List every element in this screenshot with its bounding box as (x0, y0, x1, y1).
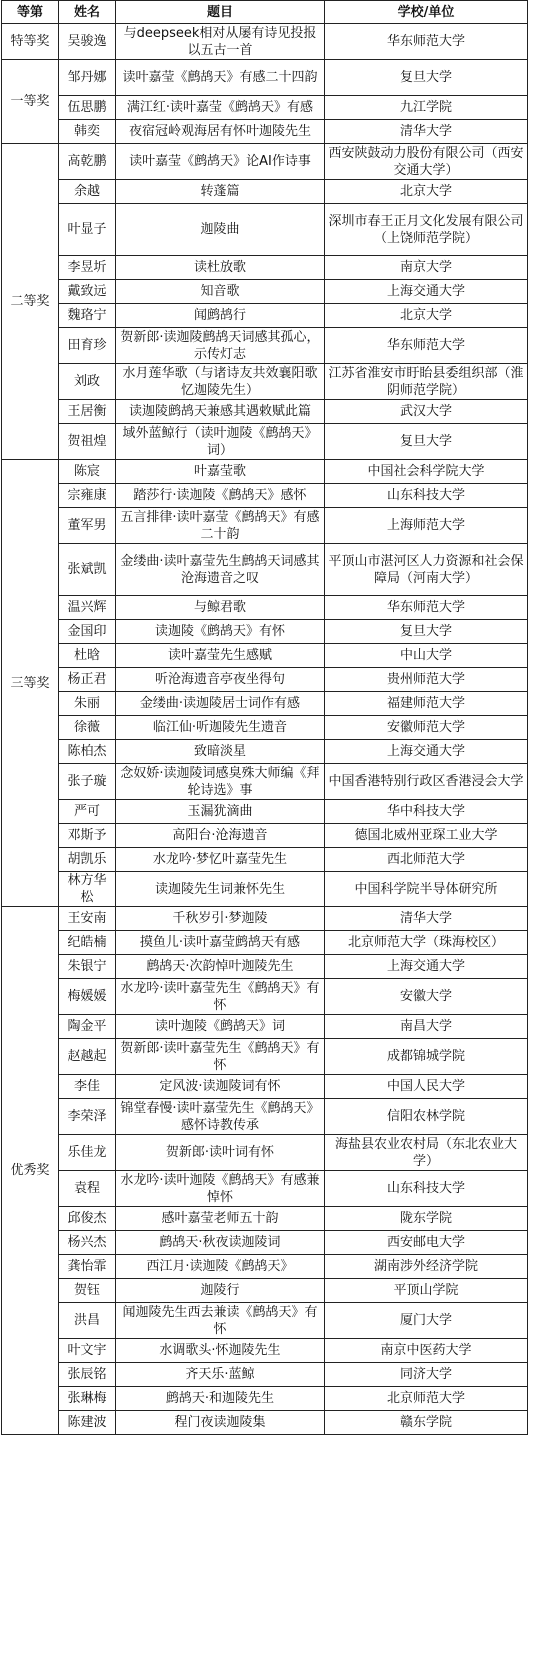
name-cell: 胡凯乐 (59, 848, 116, 872)
table-row (2, 256, 528, 280)
name-cell: 陶金平 (59, 1015, 116, 1039)
title-cell: 鹧鸪天·次韵悼叶迦陵先生 (116, 955, 325, 979)
title-cell: 读迦陵《鹧鸪天》有怀 (116, 620, 325, 644)
table-row (2, 824, 528, 848)
table-row (2, 1171, 528, 1207)
table-row (2, 304, 528, 328)
name-cell: 魏珞宁 (59, 304, 116, 328)
title-cell: 摸鱼儿·读叶嘉莹鹧鸪天有感 (116, 931, 325, 955)
table-row (2, 60, 528, 96)
name-cell: 李昱圻 (59, 256, 116, 280)
title-cell: 读叶迦陵《鹧鸪天》词 (116, 1015, 325, 1039)
name-cell: 杜晗 (59, 644, 116, 668)
title-cell: 玉漏犹滴曲 (116, 800, 325, 824)
title-cell: 鹧鸪天·秋夜读迦陵词 (116, 1231, 325, 1255)
table-row (2, 1015, 528, 1039)
org-cell: 华东师范大学 (325, 596, 528, 620)
org-cell: 华东师范大学 (325, 328, 528, 364)
table-row (2, 484, 528, 508)
table-row (2, 204, 528, 256)
name-cell: 李荣泽 (59, 1099, 116, 1135)
name-cell: 余越 (59, 180, 116, 204)
title-cell: 贺新郎·读叶词有怀 (116, 1135, 325, 1171)
org-cell: 深圳市春王正月文化发展有限公司（上饶师范学院） (325, 204, 528, 256)
name-cell: 张辰铭 (59, 1363, 116, 1387)
title-cell: 闻迦陵先生西去兼读《鹧鸪天》有怀 (116, 1303, 325, 1339)
title-cell: 千秋岁引·梦迦陵 (116, 907, 325, 931)
name-cell: 袁程 (59, 1171, 116, 1207)
title-cell: 贺新郎·读叶嘉莹先生《鹧鸪天》有怀 (116, 1039, 325, 1075)
table-row (2, 460, 528, 484)
title-cell: 金缕曲·读迦陵居士词作有感 (116, 692, 325, 716)
title-cell: 临江仙·听迦陵先生遗音 (116, 716, 325, 740)
org-cell: 平顶山学院 (325, 1279, 528, 1303)
table-row (2, 907, 528, 931)
table-row (2, 1255, 528, 1279)
org-cell: 北京大学 (325, 180, 528, 204)
org-cell: 南京中医药大学 (325, 1339, 528, 1363)
org-cell: 中国香港特别行政区香港浸会大学 (325, 764, 528, 800)
header-title: 题目 (116, 1, 325, 24)
table-row (2, 144, 528, 180)
name-cell: 邹丹娜 (59, 60, 116, 96)
org-cell: 西北师范大学 (325, 848, 528, 872)
name-cell: 朱银宁 (59, 955, 116, 979)
title-cell: 与鲸君歌 (116, 596, 325, 620)
title-cell: 定风波·读迦陵词有怀 (116, 1075, 325, 1099)
org-cell: 南昌大学 (325, 1015, 528, 1039)
title-cell: 金缕曲·读叶嘉莹先生鹧鸪天词感其沧海遗音之叹 (116, 544, 325, 596)
name-cell: 王安南 (59, 907, 116, 931)
org-cell: 湖南涉外经济学院 (325, 1255, 528, 1279)
title-cell: 闻鹧鸪行 (116, 304, 325, 328)
org-cell: 贵州师范大学 (325, 668, 528, 692)
name-cell: 梅媛媛 (59, 979, 116, 1015)
org-cell: 清华大学 (325, 907, 528, 931)
table-row (2, 424, 528, 460)
header-grade: 等第 (2, 1, 59, 24)
table-row (2, 596, 528, 620)
name-cell: 王居衡 (59, 400, 116, 424)
name-cell: 纪皓楠 (59, 931, 116, 955)
title-cell: 锦堂春慢·读叶嘉莹先生《鹧鸪天》感怀诗教传承 (116, 1099, 325, 1135)
org-cell: 山东科技大学 (325, 484, 528, 508)
org-cell: 中国社会科学院大学 (325, 460, 528, 484)
title-cell: 水龙吟·读叶迦陵《鹧鸪天》有感兼悼怀 (116, 1171, 325, 1207)
org-cell: 陇东学院 (325, 1207, 528, 1231)
title-cell: 转蓬篇 (116, 180, 325, 204)
name-cell: 宗雍康 (59, 484, 116, 508)
table-row (2, 1387, 528, 1411)
table-row (2, 180, 528, 204)
title-cell: 高阳台·沧海遗音 (116, 824, 325, 848)
org-cell: 上海师范大学 (325, 508, 528, 544)
awards-table (1, 0, 528, 1435)
name-cell: 陈柏杰 (59, 740, 116, 764)
title-cell: 程门夜读迦陵集 (116, 1411, 325, 1435)
org-cell: 华中科技大学 (325, 800, 528, 824)
title-cell: 迦陵行 (116, 1279, 325, 1303)
title-cell: 五言排律·读叶嘉莹《鹧鸪天》有感二十韵 (116, 508, 325, 544)
title-cell: 水月莲华歌（与诸诗友共效襄阳歌忆迦陵先生） (116, 364, 325, 400)
grade-cell: 特等奖 (2, 24, 59, 60)
table-row (2, 544, 528, 596)
org-cell: 海盐县农业农村局（东北农业大学） (325, 1135, 528, 1171)
name-cell: 乐佳龙 (59, 1135, 116, 1171)
title-cell: 念奴娇·读迦陵词感臭殊大师编《拜轮诗选》事 (116, 764, 325, 800)
title-cell: 感叶嘉莹老师五十韵 (116, 1207, 325, 1231)
table-row (2, 328, 528, 364)
grade-cell: 优秀奖 (2, 907, 59, 1435)
name-cell: 贺祖煌 (59, 424, 116, 460)
title-cell: 西江月·读迦陵《鹧鸪天》 (116, 1255, 325, 1279)
org-cell: 平顶山市湛河区人力资源和社会保障局（河南大学） (325, 544, 528, 596)
table-row (2, 872, 528, 907)
org-cell: 上海交通大学 (325, 280, 528, 304)
grade-cell: 三等奖 (2, 460, 59, 907)
table-row (2, 1339, 528, 1363)
grade-cell: 一等奖 (2, 60, 59, 144)
name-cell: 陈宸 (59, 460, 116, 484)
name-cell: 温兴辉 (59, 596, 116, 620)
title-cell: 与deepseek相对从屡有诗见投报以五古一首 (116, 24, 325, 60)
table-row (2, 1099, 528, 1135)
table-row (2, 1363, 528, 1387)
title-cell: 知音歌 (116, 280, 325, 304)
table-row (2, 1411, 528, 1435)
name-cell: 贺钰 (59, 1279, 116, 1303)
table-row (2, 1039, 528, 1075)
table-row (2, 979, 528, 1015)
table-row (2, 1303, 528, 1339)
org-cell: 同济大学 (325, 1363, 528, 1387)
table-row (2, 24, 528, 60)
org-cell: 清华大学 (325, 120, 528, 144)
table-row (2, 400, 528, 424)
table-row (2, 508, 528, 544)
org-cell: 中山大学 (325, 644, 528, 668)
org-cell: 九江学院 (325, 96, 528, 120)
title-cell: 踏莎行·读迦陵《鹧鸪天》感怀 (116, 484, 325, 508)
org-cell: 华东师范大学 (325, 24, 528, 60)
name-cell: 韩奕 (59, 120, 116, 144)
table-row (2, 644, 528, 668)
name-cell: 朱丽 (59, 692, 116, 716)
name-cell: 张琳梅 (59, 1387, 116, 1411)
title-cell: 贺新郎·读迦陵鹧鸪天词感其孤心，示传灯志 (116, 328, 325, 364)
org-cell: 西安陕鼓动力股份有限公司（西安交通大学） (325, 144, 528, 180)
name-cell: 吴骏逸 (59, 24, 116, 60)
table-row (2, 740, 528, 764)
org-cell: 中国人民大学 (325, 1075, 528, 1099)
title-cell: 读杜放歌 (116, 256, 325, 280)
title-cell: 齐天乐·蓝鲸 (116, 1363, 325, 1387)
title-cell: 听沧海遗音亭夜坐得句 (116, 668, 325, 692)
title-cell: 读叶嘉莹先生感赋 (116, 644, 325, 668)
org-cell: 中国科学院半导体研究所 (325, 872, 528, 907)
table-row (2, 364, 528, 400)
org-cell: 安徽师范大学 (325, 716, 528, 740)
name-cell: 邱俊杰 (59, 1207, 116, 1231)
name-cell: 洪昌 (59, 1303, 116, 1339)
table-row (2, 931, 528, 955)
org-cell: 福建师范大学 (325, 692, 528, 716)
name-cell: 叶显子 (59, 204, 116, 256)
table-row (2, 800, 528, 824)
org-cell: 德国北威州亚琛工业大学 (325, 824, 528, 848)
table-row (2, 1231, 528, 1255)
name-cell: 严可 (59, 800, 116, 824)
title-cell: 读迦陵先生词兼怀先生 (116, 872, 325, 907)
name-cell: 徐薇 (59, 716, 116, 740)
org-cell: 成都锦城学院 (325, 1039, 528, 1075)
name-cell: 金国印 (59, 620, 116, 644)
org-cell: 北京师范大学（珠海校区） (325, 931, 528, 955)
table-row (2, 764, 528, 800)
table-row (2, 1207, 528, 1231)
org-cell: 上海交通大学 (325, 740, 528, 764)
name-cell: 田育珍 (59, 328, 116, 364)
org-cell: 复旦大学 (325, 424, 528, 460)
title-cell: 水龙吟·读叶嘉莹先生《鹧鸪天》有怀 (116, 979, 325, 1015)
table-row (2, 668, 528, 692)
title-cell: 读叶嘉莹《鹧鸪天》有感二十四韵 (116, 60, 325, 96)
name-cell: 邓斯予 (59, 824, 116, 848)
name-cell: 刘政 (59, 364, 116, 400)
org-cell: 上海交通大学 (325, 955, 528, 979)
name-cell: 张子璇 (59, 764, 116, 800)
table-row (2, 1279, 528, 1303)
title-cell: 水调歌头·怀迦陵先生 (116, 1339, 325, 1363)
org-cell: 北京大学 (325, 304, 528, 328)
table-row (2, 1075, 528, 1099)
table-row (2, 96, 528, 120)
org-cell: 复旦大学 (325, 60, 528, 96)
table-row (2, 1135, 528, 1171)
name-cell: 张斌凯 (59, 544, 116, 596)
title-cell: 鹧鸪天·和迦陵先生 (116, 1387, 325, 1411)
table-row (2, 848, 528, 872)
org-cell: 江苏省淮安市盱眙县委组织部（淮阴师范学院） (325, 364, 528, 400)
org-cell: 信阳农林学院 (325, 1099, 528, 1135)
name-cell: 伍思鹏 (59, 96, 116, 120)
org-cell: 武汉大学 (325, 400, 528, 424)
title-cell: 读叶嘉莹《鹧鸪天》论AI作诗事 (116, 144, 325, 180)
name-cell: 董军男 (59, 508, 116, 544)
org-cell: 北京师范大学 (325, 1387, 528, 1411)
title-cell: 水龙吟·梦忆叶嘉莹先生 (116, 848, 325, 872)
name-cell: 戴致远 (59, 280, 116, 304)
title-cell: 读迦陵鹧鸪天兼感其遇敕赋此篇 (116, 400, 325, 424)
name-cell: 杨正君 (59, 668, 116, 692)
org-cell: 赣东学院 (325, 1411, 528, 1435)
title-cell: 域外蓝鲸行（读叶迦陵《鹧鸪天》词） (116, 424, 325, 460)
table-row (2, 955, 528, 979)
name-cell: 赵越起 (59, 1039, 116, 1075)
org-cell: 山东科技大学 (325, 1171, 528, 1207)
org-cell: 安徽大学 (325, 979, 528, 1015)
table-row (2, 280, 528, 304)
name-cell: 林方华松 (59, 872, 116, 907)
title-cell: 满江红·读叶嘉莹《鹧鸪天》有感 (116, 96, 325, 120)
org-cell: 复旦大学 (325, 620, 528, 644)
name-cell: 叶文宇 (59, 1339, 116, 1363)
table-row (2, 692, 528, 716)
name-cell: 高乾鹏 (59, 144, 116, 180)
header-name: 姓名 (59, 1, 116, 24)
title-cell: 迦陵曲 (116, 204, 325, 256)
table-row (2, 620, 528, 644)
org-cell: 西安邮电大学 (325, 1231, 528, 1255)
title-cell: 叶嘉莹歌 (116, 460, 325, 484)
awards-body (2, 24, 528, 1435)
header-row (2, 1, 528, 24)
table-row (2, 716, 528, 740)
title-cell: 夜宿冠岭观海居有怀叶迦陵先生 (116, 120, 325, 144)
grade-cell: 二等奖 (2, 144, 59, 460)
org-cell: 厦门大学 (325, 1303, 528, 1339)
table-row (2, 120, 528, 144)
name-cell: 李佳 (59, 1075, 116, 1099)
name-cell: 杨兴杰 (59, 1231, 116, 1255)
header-org: 学校/单位 (325, 1, 528, 24)
name-cell: 陈建波 (59, 1411, 116, 1435)
title-cell: 致暗淡星 (116, 740, 325, 764)
org-cell: 南京大学 (325, 256, 528, 280)
name-cell: 龚怡霏 (59, 1255, 116, 1279)
